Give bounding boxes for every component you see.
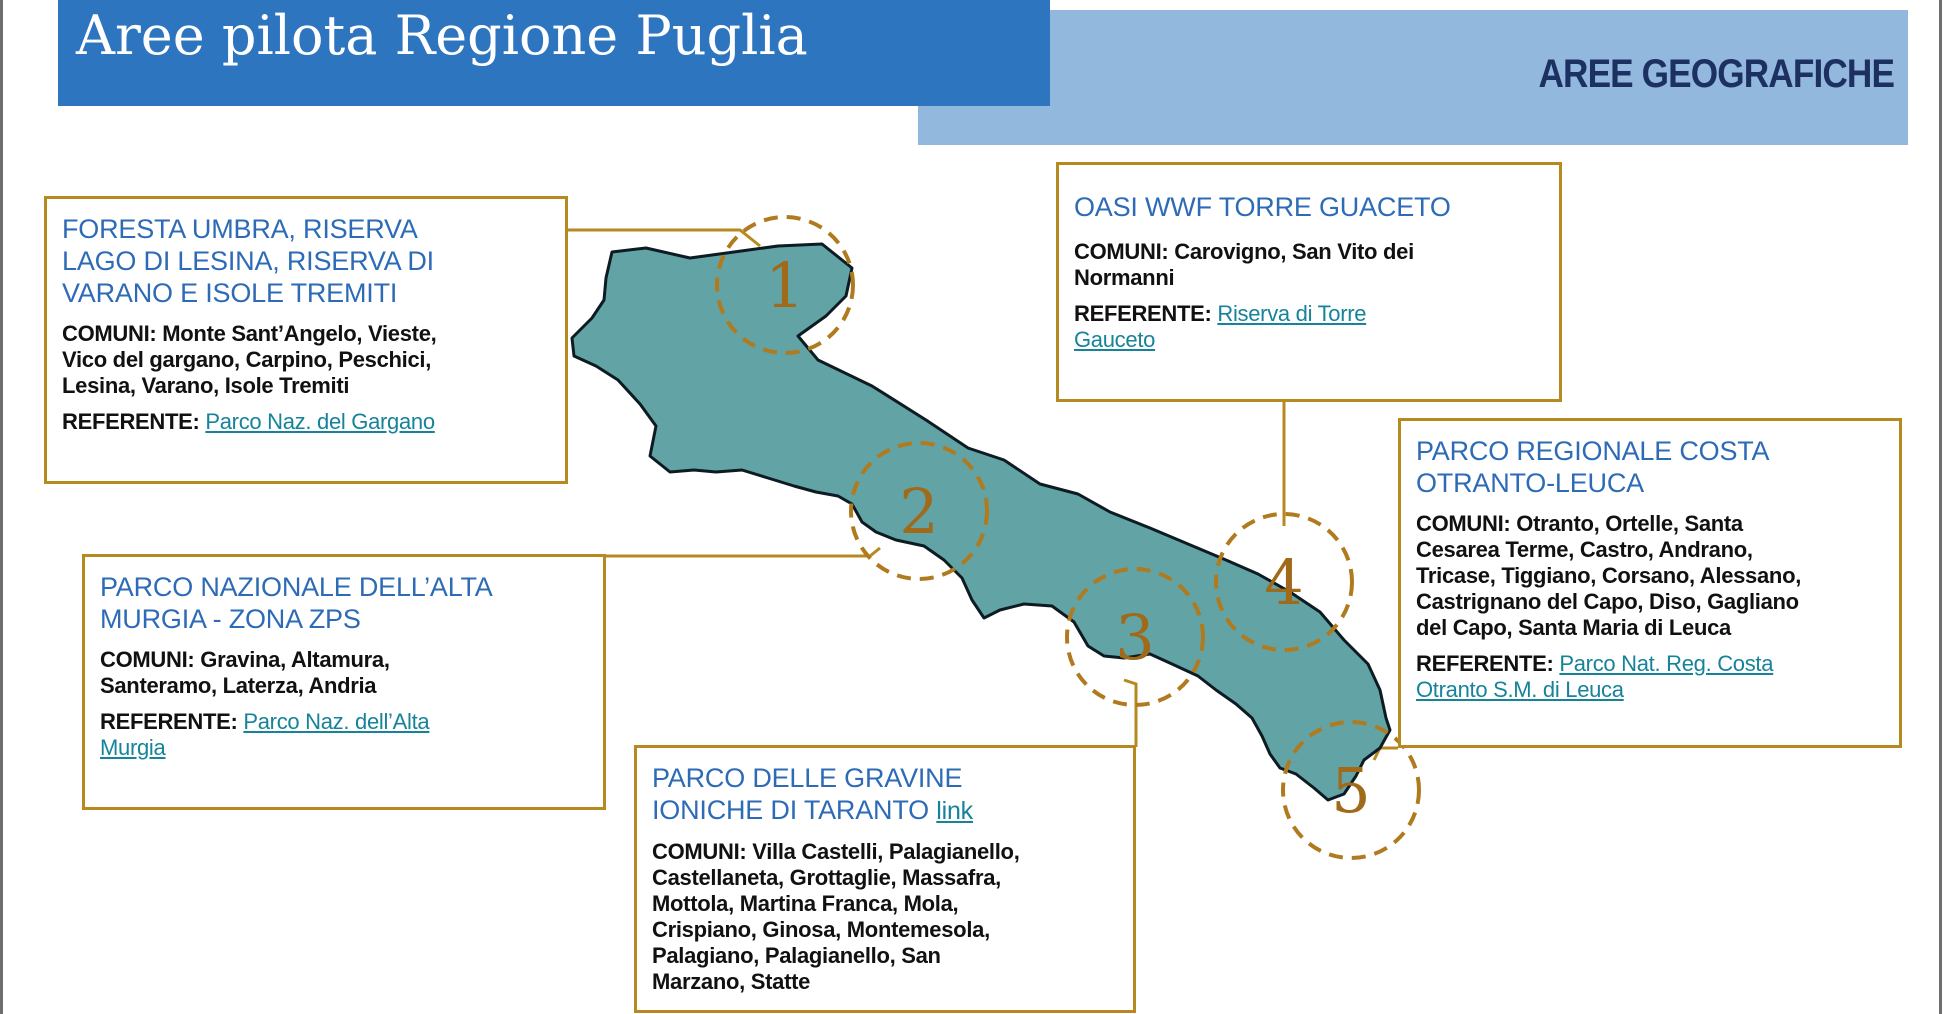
comuni-text: Villa Castelli, Palagianello,: [746, 839, 1020, 864]
area-card-gargano: [44, 196, 568, 484]
referente-otranto-leuca: [1416, 651, 1885, 677]
referente-link-alta-murgia-cont[interactable]: Murgia: [100, 735, 166, 760]
section-label: AREE GEOGRAFICHE: [1538, 52, 1894, 96]
area-card-otranto-leuca: [1398, 418, 1902, 748]
referente-link-gargano[interactable]: Parco Naz. del Gargano: [205, 409, 435, 434]
referente-label: REFERENTE:: [1416, 651, 1554, 676]
area-title-line: PARCO NAZIONALE DELL’ALTA: [100, 572, 493, 602]
comuni-text: Cesarea Terme, Castro, Andrano,: [1416, 537, 1753, 562]
comuni-text: Marzano, Statte: [652, 969, 811, 994]
referente-link-otranto-leuca-cont[interactable]: Otranto S.M. di Leuca: [1416, 677, 1624, 702]
comuni-text: Normanni: [1074, 265, 1175, 290]
area-card-alta-murgia: [82, 554, 606, 810]
referente-link-otranto-leuca[interactable]: Parco Nat. Reg. Costa: [1559, 651, 1774, 676]
referente-label: REFERENTE:: [62, 409, 200, 434]
comuni-gargano: [62, 321, 551, 347]
marker-number-3: 3: [1115, 601, 1155, 674]
comuni-text: Castrignano del Capo, Diso, Gagliano: [1416, 589, 1799, 614]
comuni-text: Gravina, Altamura,: [194, 647, 390, 672]
area-title-torre-guaceto: OASI WWF TORRE GUACETO: [1074, 192, 1451, 222]
comuni-text: Castellaneta, Grottaglie, Massafra,: [652, 865, 1001, 890]
comuni-label: COMUNI:: [652, 839, 747, 864]
area-title-line: FORESTA UMBRA, RISERVA: [62, 214, 418, 244]
area-card-gravine: [634, 745, 1136, 1013]
area-title-otranto-leuca: [1416, 435, 1885, 499]
area-title-alta-murgia: [100, 571, 589, 635]
comuni-label: COMUNI:: [1074, 239, 1169, 264]
comuni-text: Palagiano, Palagianello, San: [652, 943, 941, 968]
comuni-torre-guaceto: [1074, 239, 1545, 265]
marker-number-4: 4: [1264, 546, 1304, 619]
slide-title: Aree pilota Regione Puglia: [76, 4, 808, 67]
comuni-gravine: [652, 839, 1119, 865]
comuni-label: COMUNI:: [62, 321, 157, 346]
gravine-link[interactable]: link: [936, 797, 973, 825]
comuni-text: Lesina, Varano, Isole Tremiti: [62, 373, 350, 398]
connector-2: [606, 548, 880, 556]
referente-link-torre-guaceto-cont[interactable]: Gauceto: [1074, 327, 1156, 352]
comuni-otranto-leuca: [1416, 511, 1885, 537]
referente-link-torre-guaceto[interactable]: Riserva di Torre: [1217, 301, 1367, 326]
marker-number-5: 5: [1331, 754, 1371, 827]
referente-gargano: [62, 409, 551, 435]
area-title-line: VARANO E ISOLE TREMITI: [62, 278, 398, 308]
comuni-text: Otranto, Ortelle, Santa: [1510, 511, 1743, 536]
comuni-text: Santeramo, Laterza, Andria: [100, 673, 377, 698]
area-title-gargano: [62, 213, 551, 309]
area-title-line: OTRANTO-LEUCA: [1416, 468, 1644, 498]
comuni-text: Crispiano, Ginosa, Montemesola,: [652, 917, 990, 942]
comuni-label: COMUNI:: [1416, 511, 1511, 536]
comuni-label: COMUNI:: [100, 647, 195, 672]
comuni-alta-murgia: [100, 647, 589, 673]
referente-label: REFERENTE:: [100, 709, 238, 734]
marker-number-1: 1: [765, 249, 805, 322]
referente-label: REFERENTE:: [1074, 301, 1212, 326]
referente-alta-murgia: [100, 709, 589, 735]
area-card-torre-guaceto: [1056, 162, 1562, 402]
referente-torre-guaceto: [1074, 301, 1545, 327]
area-title-line: MURGIA - ZONA ZPS: [100, 604, 361, 634]
area-title-gravine: [652, 762, 1119, 827]
marker-number-2: 2: [899, 475, 939, 548]
comuni-text: Carovigno, San Vito dei: [1168, 239, 1414, 264]
connector-3: [1124, 680, 1136, 747]
comuni-text: del Capo, Santa Maria di Leuca: [1416, 615, 1731, 640]
comuni-text: Mottola, Martina Franca, Mola,: [652, 891, 959, 916]
comuni-text: Tricase, Tiggiano, Corsano, Alessano,: [1416, 563, 1802, 588]
area-title-text: IONICHE DI TARANTO: [652, 795, 929, 825]
comuni-text: Monte Sant’Angelo, Vieste,: [156, 321, 437, 346]
area-title-line: PARCO DELLE GRAVINE: [652, 763, 963, 793]
area-title-line: [652, 794, 1119, 827]
referente-link-alta-murgia[interactable]: Parco Naz. dell’Alta: [243, 709, 430, 734]
area-title-line: LAGO DI LESINA, RISERVA DI: [62, 246, 434, 276]
comuni-text: Vico del gargano, Carpino, Peschici,: [62, 347, 432, 372]
area-title-line: PARCO REGIONALE COSTA: [1416, 436, 1770, 466]
